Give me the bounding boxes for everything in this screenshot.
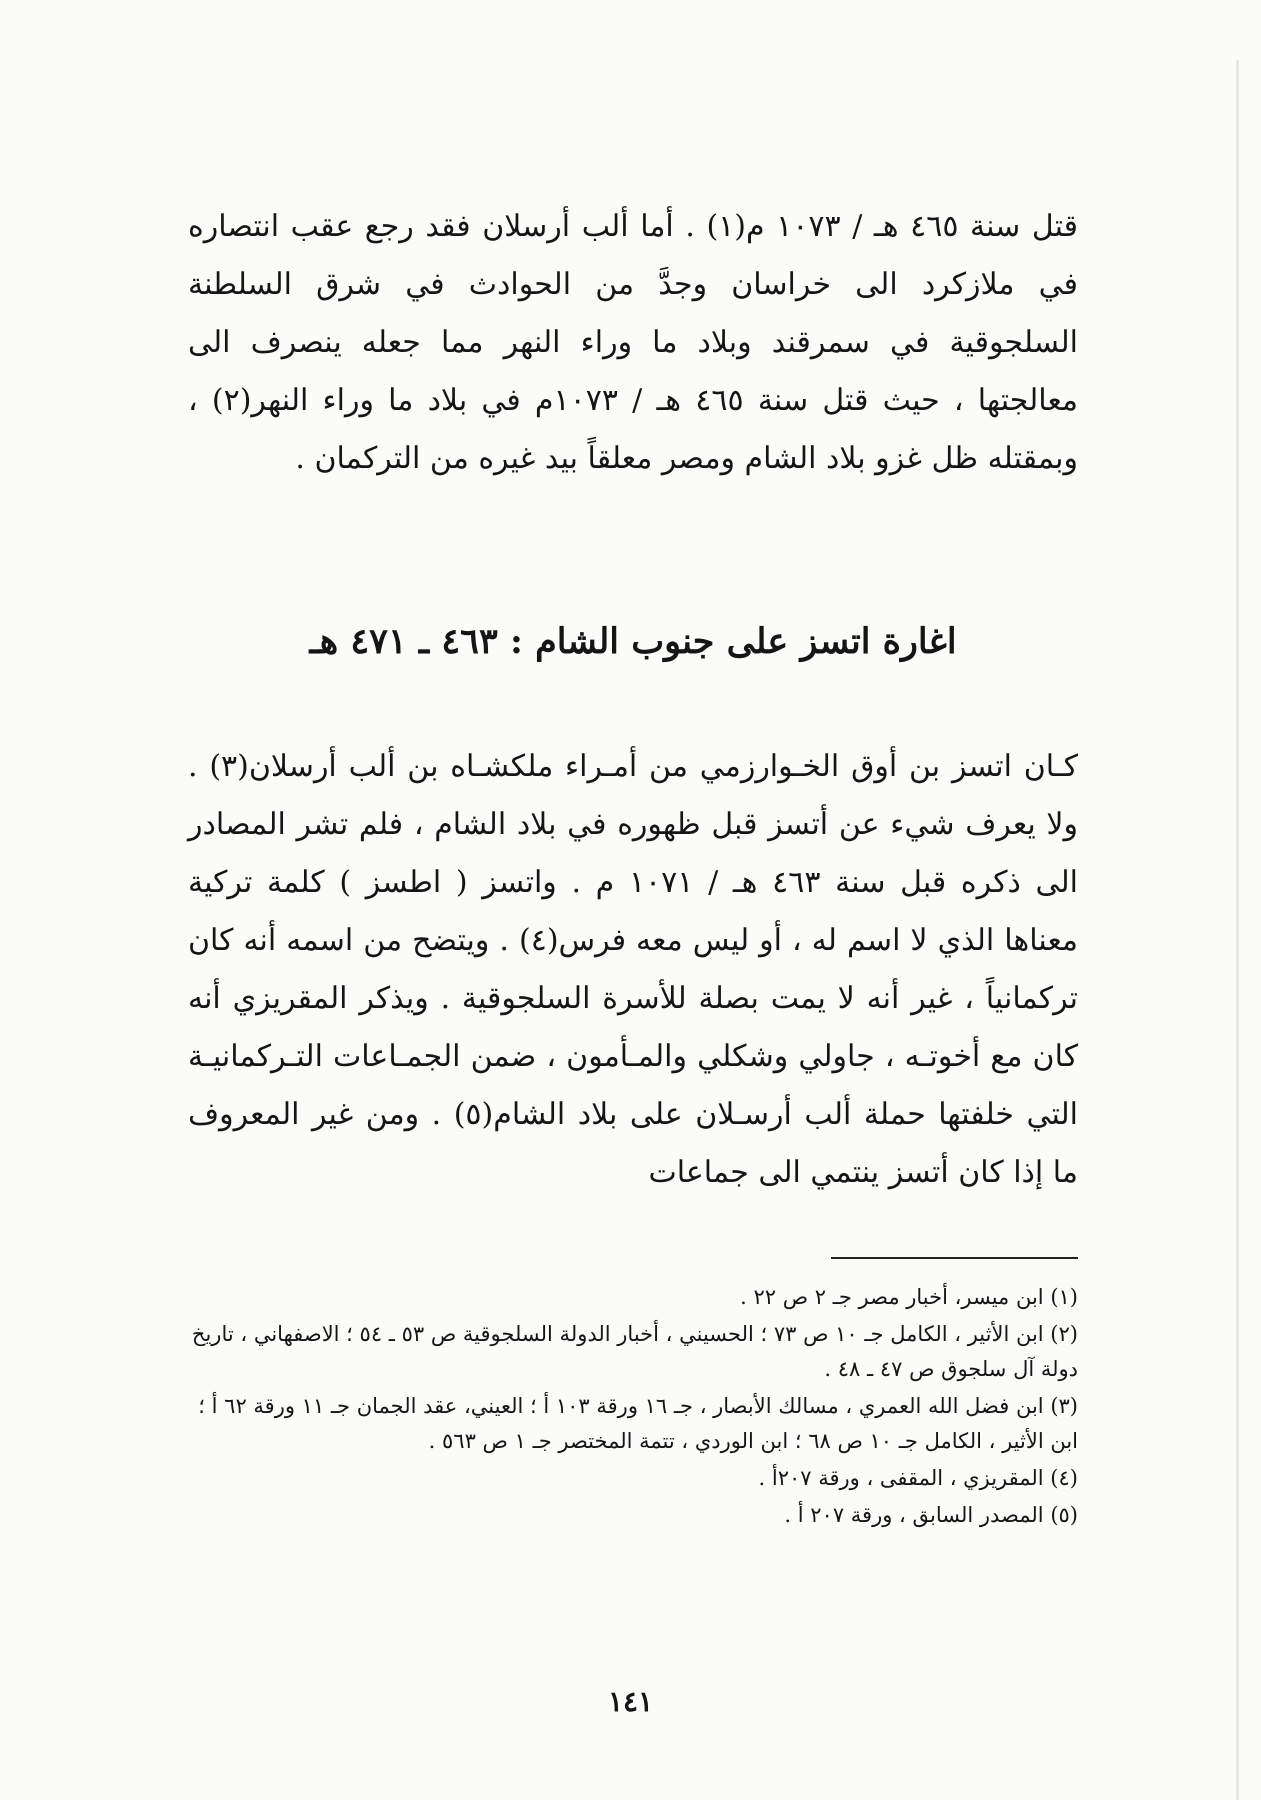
footnotes <box>188 1280 1078 1535</box>
footnote-1: (١) ابن ميسر، أخبار مصر جـ ٢ ص ٢٢ . <box>740 1285 1078 1309</box>
footnote-4: (٤) المقريزي ، المقفى ، ورقة ٢٠٧أ . <box>758 1466 1078 1490</box>
section-heading: اغارة اتسز على جنوب الشام : ٤٦٣ ـ ٤٧١ هـ <box>309 621 957 662</box>
main-text-block-1 <box>188 198 1078 488</box>
footnote-separator <box>831 1257 1078 1259</box>
footnote-2: (٢) ابن الأثير ، الكامل جـ ١٠ ص ٧٣ ؛ الحسيني ، أخبار الدولة السلجوقية ص ٥٣ ـ ٥٤ ؛ الاصفهاني ، تاريخ دولة آل سلجوق ص ٤٧ ـ ٤٨ . <box>191 1322 1078 1381</box>
page-number: ١٤١ <box>607 1685 654 1718</box>
footnote-3: (٣) ابن فضل الله العمري ، مسالك الأبصار ، جـ ١٦ ورقة ١٠٣ أ ؛ العيني، عقد الجمان جـ ١١ ورقة ٦٢ أ ؛ ابن الأثير ، الكامل جـ ١٠ ص ٦٨ ؛ ابن الوردي ، تتمة المختصر جـ ١ ص ٥٦٣ . <box>198 1394 1078 1453</box>
main-text-block-2 <box>188 738 1078 1202</box>
page-edge-shadow <box>1236 60 1239 1800</box>
paragraph-1: قتل سنة ٤٦٥ هـ / ١٠٧٣ م(١) . أما ألب أرسلان فقد رجع عقب انتصاره في ملازكرد الى خراسان وجدَّ من الحوادث في شرق السلطنة السلجوقية في سمرقند وبلاد ما وراء النهر مما جعله ينصرف الى معالجتها ، حيث قتل سنة ٤٦٥ هـ / ١٠٧٣م في بلاد ما وراء النهر(٢) ، وبمقتله ظل غزو بلاد الشام ومصر معلقاً بيد غيره من التركمان . <box>188 209 1078 476</box>
footnote-5: (٥) المصدر السابق ، ورقة ٢٠٧ أ . <box>784 1503 1078 1527</box>
paragraph-2: كـان اتسز بن أوق الخـوارزمي من أمـراء ملكشـاه بن ألب أرسلان(٣) . ولا يعرف شيء عن أتسز قبل ظهوره في بلاد الشام ، فلم تشر المصادر الى ذكره قبل سنة ٤٦٣ هـ / ١٠٧١ م . واتسز ( اطسز ) كلمة تركية معناها الذي لا اسم له ، أو ليس معه فرس(٤) . ويتضح من اسمه أنه كان تركمانياً ، غير أنه لا يمت بصلة للأسرة السلجوقية . ويذكر المقريزي أنه كان مع أخوتـه ، جاولي وشكلي والمـأمون ، ضمن الجمـاعات التـركمانيـة التي خلفتها حملة ألب أرسـلان على بلاد الشام(٥) . ومن غير المعروف ما إذا كان أتسز ينتمي الى جماعات <box>188 749 1078 1190</box>
